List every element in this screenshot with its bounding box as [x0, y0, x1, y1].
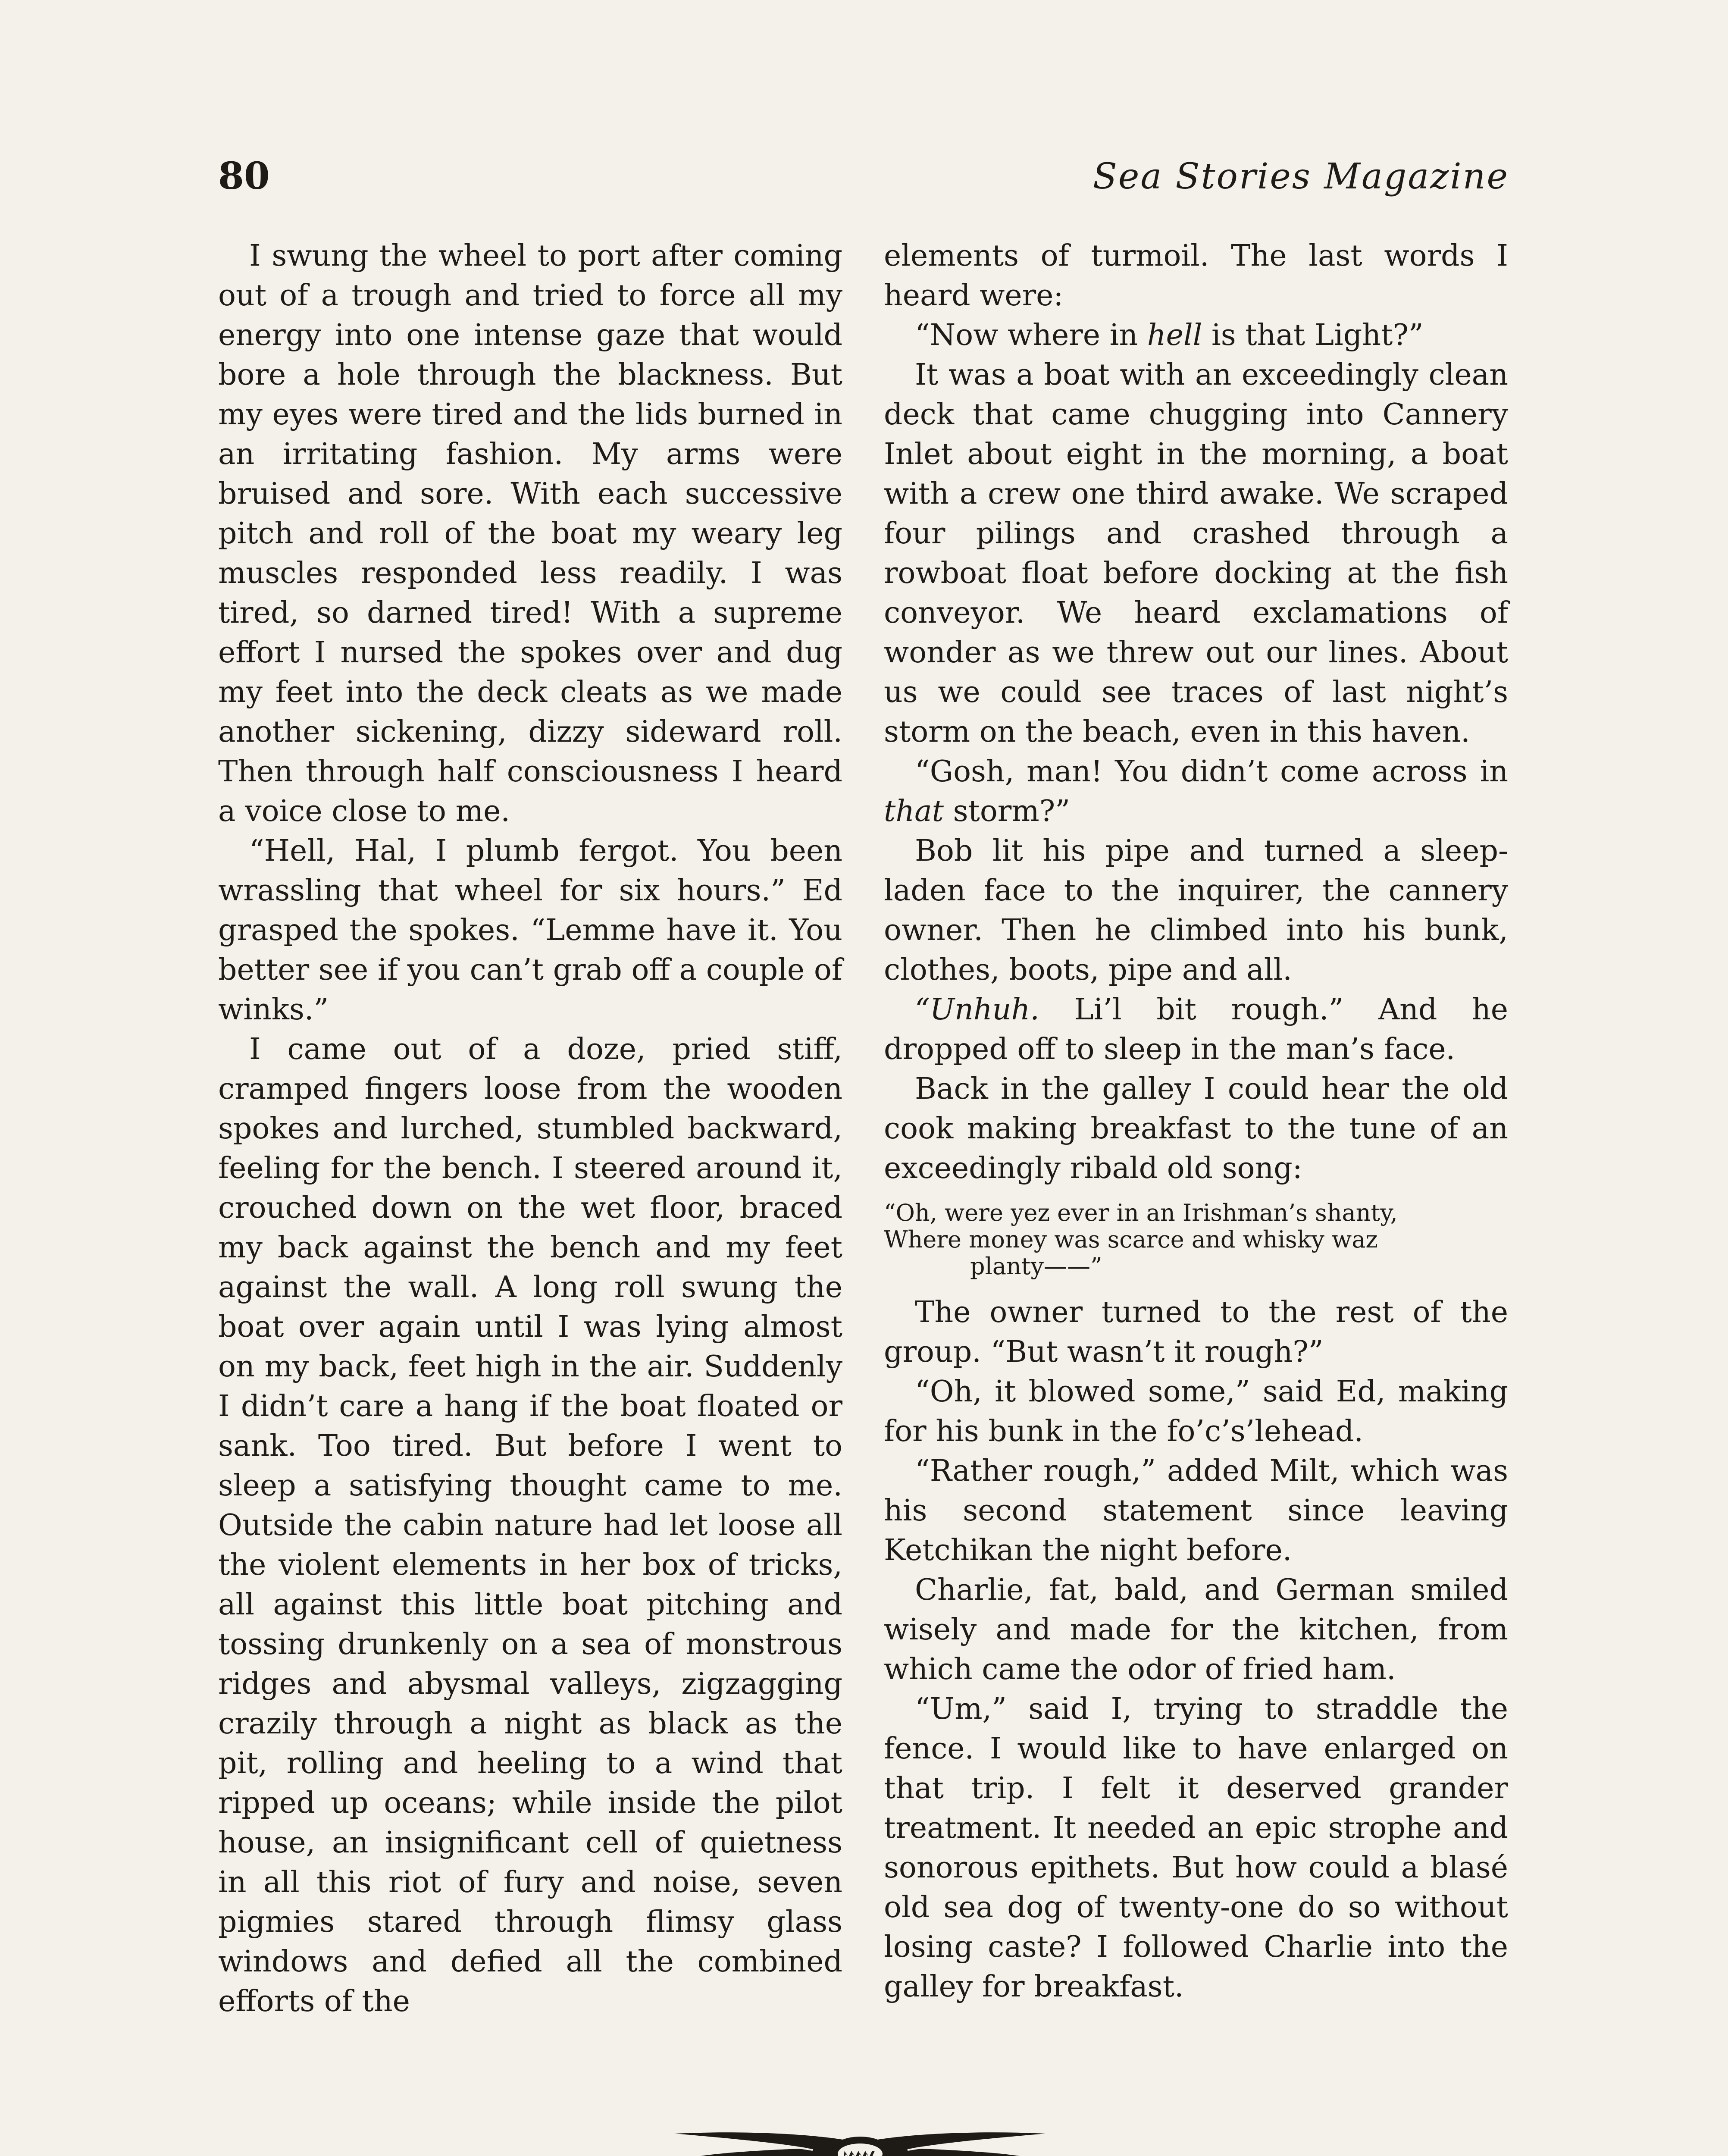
- right-column: [884, 236, 1508, 2007]
- italic-text: hell: [1147, 318, 1202, 352]
- paragraph: The owner turned to the rest of the group. “But wasn’t it rough?”: [884, 1295, 1508, 1369]
- text-run: Li’l bit rough.” And he dropped off to sleep in the man’s face.: [884, 993, 1508, 1066]
- paragraph: Back in the galley I could hear the old cook making breakfast to the tune of an exceedingly ribald old song:: [884, 1072, 1508, 1185]
- verse-line: Where money was scarce and whisky waz: [884, 1226, 1378, 1253]
- text-run: storm?”: [944, 794, 1070, 828]
- paragraph: “Rather rough,” added Milt, which was his second statement since leaving Ketchikan the night before.: [884, 1454, 1508, 1567]
- left-column: [218, 236, 842, 2021]
- page-number: 80: [218, 154, 270, 198]
- paragraph: Charlie, fat, bald, and German smiled wisely and made for the kitchen, from which came the odor of fried ham.: [884, 1573, 1508, 1686]
- paragraph: “Um,” said I, trying to straddle the fence. I would like to have enlarged on that trip. I felt it deserved grander treatment. It needed an epic strophe and sonorous epithets. But how could a blasé old sea dog of twenty-one do so without losing caste? I followed Charlie into the galley for breakfast.: [884, 1692, 1508, 2004]
- paragraph: “Hell, Hal, I plumb fergot. You been wrassling that wheel for six hours.” Ed grasped the spokes. “Lemme have it. You better see if you can’t grab off a couple of winks.”: [218, 834, 842, 1027]
- paragraph: I came out of a doze, pried stiff, cramped fingers loose from the wooden spokes and lurched, stumbled backward, feeling for the bench. I steered around it, crouched down on the wet floor, braced my back against the bench and my feet against the wall. A long roll swung the boat over again until I was lying almost on my back, feet high in the air. Suddenly I didn’t care a hang if the boat floated or sank. Too tired. But before I went to sleep a satisfying thought came to me. Outside the cabin nature had let loose all the violent elements in her box of tricks, all against this little boat pitching and tossing drunkenly on a sea of monstrous ridges and abysmal valleys, zigzagging crazily through a night as black as the pit, rolling and heeling to a wind that ripped up oceans; while inside the pilot house, an insignificant cell of quietness in all this riot of fury and noise, seven pigmies stared through flimsy glass windows and defied all the combined efforts of the: [218, 1032, 842, 2018]
- text-run: is that Light?”: [1202, 318, 1424, 352]
- paragraph: [884, 316, 1508, 355]
- paragraph: [884, 990, 1508, 1069]
- verse-line: planty——”: [970, 1253, 1102, 1280]
- running-head: Sea Stories Magazine: [1093, 156, 1509, 197]
- paragraph: [884, 752, 1508, 831]
- paragraph: “Oh, it blowed some,” said Ed, making for his bunk in the fo’c’s’lehead.: [884, 1375, 1508, 1448]
- paragraph: It was a boat with an exceedingly clean deck that came chugging into Cannery Inlet about eight in the morning, a boat with a crew one third awake. We scraped four pilings and crashed through a rowboat float before docking at the fish conveyor. We heard exclamations of wonder as we threw out our lines. About us we could see traces of last night’s storm on the beach, even in this haven.: [884, 358, 1508, 749]
- paragraph: Bob lit his pipe and turned a sleep-laden face to the inquirer, the cannery owner. Then he climbed into his bunk, clothes, boots, pipe and all.: [884, 834, 1508, 987]
- italic-text: “Unhuh.: [915, 993, 1039, 1027]
- winged-emblem-icon: [670, 2109, 1050, 2156]
- verse-line: “Oh, were yez ever in an Irishman’s shanty,: [884, 1199, 1398, 1226]
- text-run: “Now where in: [915, 318, 1147, 352]
- paragraph: I swung the wheel to port after coming out of a trough and tried to force all my energy into one intense gaze that would bore a hole through the blackness. But my eyes were tired and the lids burned in an irritating fashion. My arms were bruised and sore. With each successive pitch and roll of the boat my weary leg muscles responded less readily. I was tired, so darned tired! With a supreme effort I nursed the spokes over and dug my feet into the deck cleats as we made another sickening, dizzy sideward roll. Then through half consciousness I heard a voice close to me.: [218, 239, 842, 828]
- song-verse: [884, 1200, 1508, 1280]
- text-run: “Gosh, man! You didn’t come across in: [915, 755, 1508, 789]
- italic-text: that: [884, 794, 944, 828]
- paragraph-continuation: elements of turmoil. The last words I heard were:: [884, 239, 1508, 313]
